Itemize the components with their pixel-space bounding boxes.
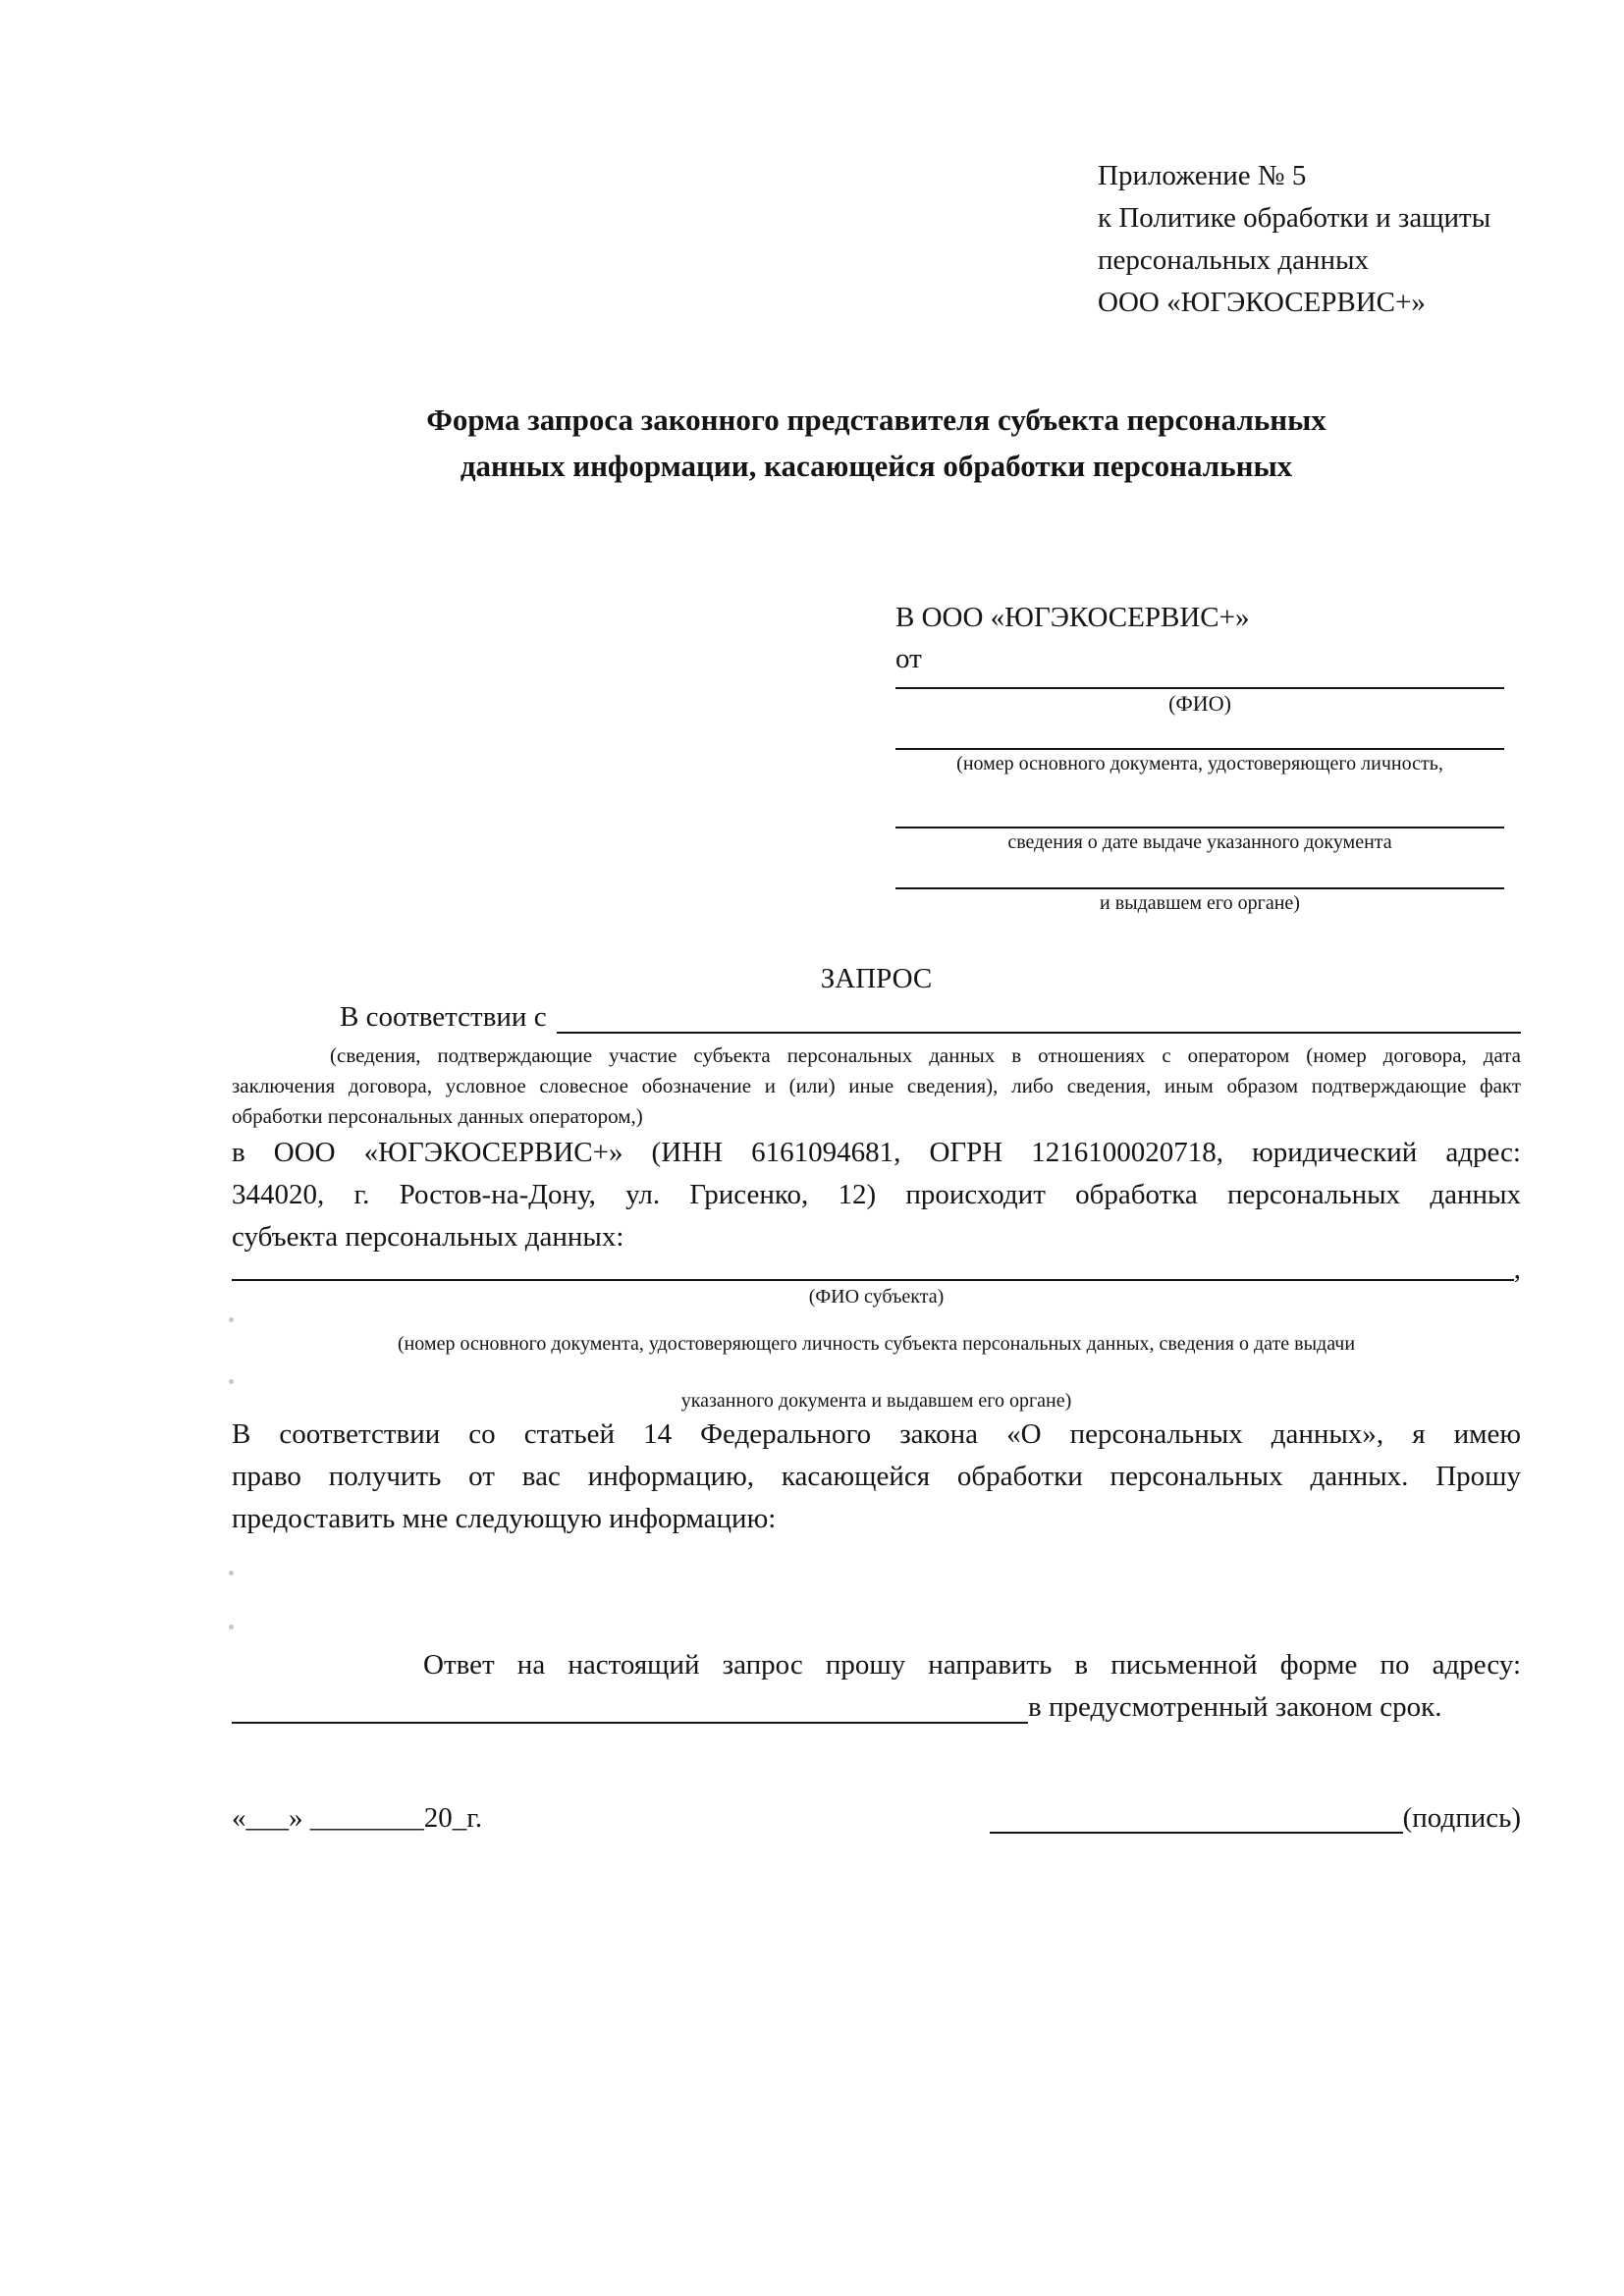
law-paragraph-line-1: В соответствии со статьей 14 Федерального закона «О персональных данных», я имею xyxy=(232,1418,1521,1450)
relation-evidence-note-line-3: обработки персональных данных оператором,) xyxy=(232,1104,643,1128)
relation-evidence-note-line-1: (сведения, подтверждающие участие субъекта персональных данных в отношениях с оператором (номер договора, дата xyxy=(330,1043,1521,1067)
operator-paragraph xyxy=(232,1132,1521,1258)
addressee-company: В ООО «ЮГЭКОСЕРВИС+» xyxy=(895,602,1250,633)
margin-artifact-dot xyxy=(229,1317,234,1322)
law-paragraph xyxy=(232,1414,1521,1540)
operator-paragraph-line-3: субъекта персональных данных: xyxy=(232,1221,624,1253)
margin-artifact-dot xyxy=(229,1625,234,1629)
issuing-authority-caption: и выдавшем его органе) xyxy=(1100,892,1300,914)
subject-fio-blank-line[interactable] xyxy=(232,1279,1514,1281)
reference-line-personal-data: персональных данных xyxy=(1098,244,1370,276)
fio-caption: (ФИО) xyxy=(1168,691,1231,716)
request-body xyxy=(232,962,1521,1840)
accordance-blank-line[interactable] xyxy=(557,1032,1521,1034)
subject-fio-caption: (ФИО субъекта) xyxy=(808,1286,945,1308)
answer-address-row xyxy=(232,1686,1521,1729)
accordance-lead-text: В соответствии с xyxy=(340,1001,547,1033)
date-fill-in[interactable]: «___» ________20_г. xyxy=(232,1802,483,1834)
document-title-line-2: данных информации, касающейся обработки персональных xyxy=(460,449,1293,483)
operator-paragraph-line-2: 344020, г. Ростов-на-Дону, ул. Грисенко, 12) происходит обработка персональных данных xyxy=(232,1179,1521,1210)
document-title-line-1: Форма запроса законного представителя субъекта персональных xyxy=(426,402,1326,437)
from-label: от xyxy=(895,643,922,674)
law-paragraph-line-2: право получить от вас информацию, касающейся обработки персональных данных. Прошу xyxy=(232,1461,1521,1492)
answer-address-blank-line[interactable] xyxy=(232,1722,1028,1724)
reference-line-policy: к Политике обработки и защиты xyxy=(1098,202,1491,234)
subject-document-caption-line-1: (номер основного документа, удостоверяющего личность субъекта персональных данных, сведения о дате выдачи xyxy=(397,1333,1356,1355)
document-number-caption: (номер основного документа, удостоверяющего личность, xyxy=(956,753,1443,774)
operator-paragraph-line-1: в ООО «ЮГЭКОСЕРВИС+» (ИНН 6161094681, ОГРН 1216100020718, юридический адрес: xyxy=(232,1137,1521,1168)
accordance-row xyxy=(232,999,1521,1039)
subject-fio-row xyxy=(232,1254,1521,1285)
law-paragraph-line-3: предоставить мне следующую информацию: xyxy=(232,1503,777,1534)
answer-request-line: Ответ на настоящий запрос прошу направить в письменной форме по адресу: xyxy=(423,1649,1521,1681)
signature-caption: (подпись) xyxy=(1402,1802,1521,1834)
reference-block xyxy=(1098,155,1490,324)
addressee-block xyxy=(895,597,1504,917)
margin-artifact-dot xyxy=(229,1379,234,1384)
document-title xyxy=(232,397,1521,489)
relation-evidence-note xyxy=(232,1041,1521,1132)
request-heading: ЗАПРОС xyxy=(820,963,933,994)
date-signature-row xyxy=(232,1797,1521,1840)
reference-line-company: ООО «ЮГЭКОСЕРВИС+» xyxy=(1098,287,1426,318)
relation-evidence-note-line-2: заключения договора, условное словесное обозначение и (или) иные сведения), либо сведения, иным образом подтверждающие факт xyxy=(232,1074,1521,1097)
issue-date-caption: сведения о дате выдаче указанного документа xyxy=(1007,831,1392,853)
margin-artifact-dot xyxy=(229,1571,234,1575)
reference-line-appendix: Приложение № 5 xyxy=(1098,160,1307,191)
signature-blank-line[interactable] xyxy=(990,1832,1403,1834)
subject-document-caption-line-2: указанного документа и выдавшем его органе) xyxy=(680,1390,1072,1412)
subject-fio-trailing-comma: , xyxy=(1513,1254,1521,1285)
answer-term-text: в предусмотренный законом срок. xyxy=(1028,1691,1442,1723)
